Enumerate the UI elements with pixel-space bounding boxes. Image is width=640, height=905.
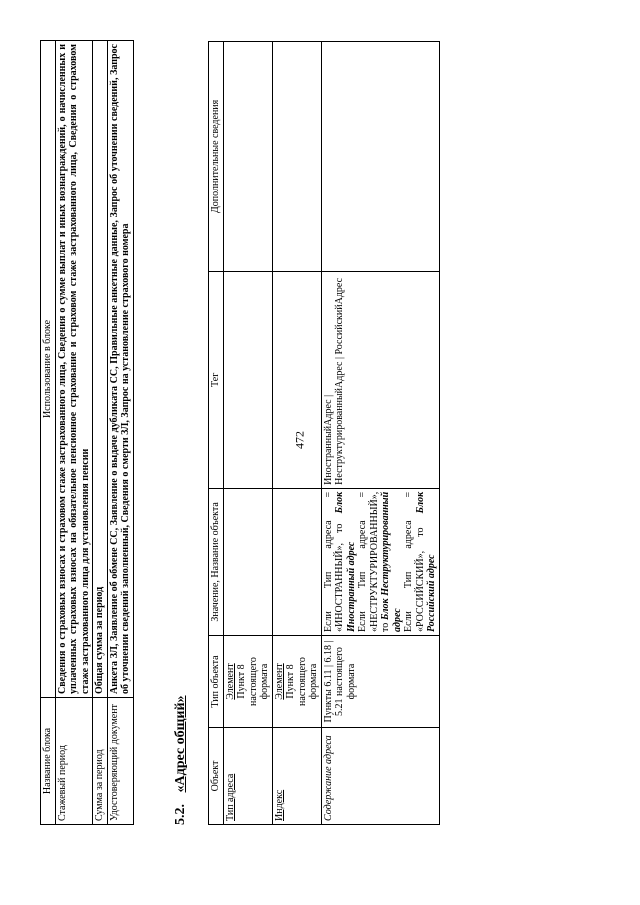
section-number: 5.2. [173, 804, 188, 825]
block-usage-cell: Общая сумма за период [93, 41, 108, 698]
block-name-cell: Стажевый период [55, 698, 93, 825]
header-block-usage: Использование в блоке [41, 41, 56, 698]
table-row [223, 42, 272, 825]
table-row [55, 41, 93, 825]
tag-cell [272, 271, 321, 488]
element-label: Элемент [224, 663, 236, 700]
value-condition: Если Тип адреса = «ИНОСТРАННЫЙ», то [322, 491, 345, 632]
table-row [93, 41, 108, 825]
object-cell: Индекс [272, 728, 321, 825]
page-number: 472 [292, 431, 307, 449]
value-condition: Если Тип адреса = «РОССИЙСКИЙ», то [403, 491, 426, 632]
section-heading [173, 695, 189, 825]
object-type-text: Пункт 8 настоящего формата [285, 657, 319, 706]
object-type-cell [223, 636, 272, 728]
block-usage-table [40, 40, 134, 825]
block-name-cell: Удостоверяющий документ [107, 698, 133, 825]
extra-info-cell [321, 42, 439, 272]
tag-cell [223, 271, 272, 488]
object-type-cell [272, 636, 321, 728]
header-object-type: Тип объекта [209, 636, 224, 728]
block-name-cell: Сумма за период [93, 698, 108, 825]
object-type-text: Пункты 6.11 | 6.18 | 5.21 настоящего формата [322, 640, 357, 723]
table-row [107, 41, 133, 825]
block-usage-cell: Сведения о страховых взносах и страховом стаже застрахованного лица, Сведения о сумме выплат и иных вознаграждений, о начисленных и уплаченных страховых взносах на обязательное пенсионное страхование и страховом стаже застрахованного лица, Сведения о страховом стаже застрахованного лица для установления пенсии [55, 41, 93, 698]
header-extra-info: Дополнительные сведения [209, 42, 224, 272]
value-cell [272, 488, 321, 635]
value-block-name: Блок Иностранный адрес [334, 491, 357, 632]
tag-cell: ИностранныйАдрес | НеструктурированныйАдрес | РоссийскийАдрес [321, 271, 439, 488]
table-header-row [209, 42, 224, 825]
object-type-cell [321, 636, 439, 728]
table-header-row [41, 41, 56, 825]
value-cell [223, 488, 272, 635]
value-block-name: Блок Неструктурированный адрес [380, 491, 403, 632]
table-row [272, 42, 321, 825]
element-label: Элемент [273, 663, 285, 700]
section-title: «Адрес общий» [173, 695, 188, 793]
object-cell: Содержание адреса [321, 728, 439, 825]
extra-info-cell [223, 42, 272, 272]
table-row [321, 42, 439, 825]
block-usage-cell: Анкета ЗЛ, Заявление об обмене СС, Заявление о выдаче дубликата СС, Правильные анкетные данные, Запрос об уточнении сведений, Запрос об уточнении сведений заполненный, Сведения о смерти ЗЛ, Запрос на установление страхового номера [107, 41, 133, 698]
object-cell: Тип адреса [223, 728, 272, 825]
value-condition: Если Тип адреса = «НЕСТРУКТУРИРОВАННЫЙ», то [357, 491, 391, 632]
header-object: Объект [209, 728, 224, 825]
value-cell [321, 488, 439, 635]
object-type-text: Пункт 8 настоящего формата [236, 657, 270, 706]
header-block-name: Название блока [41, 698, 56, 825]
address-table [208, 41, 440, 825]
header-value: Значение, Название объекта [209, 488, 224, 635]
value-block-name: Блок Российский адрес [414, 491, 437, 632]
extra-info-cell [272, 42, 321, 272]
header-tag: Тег [209, 271, 224, 488]
